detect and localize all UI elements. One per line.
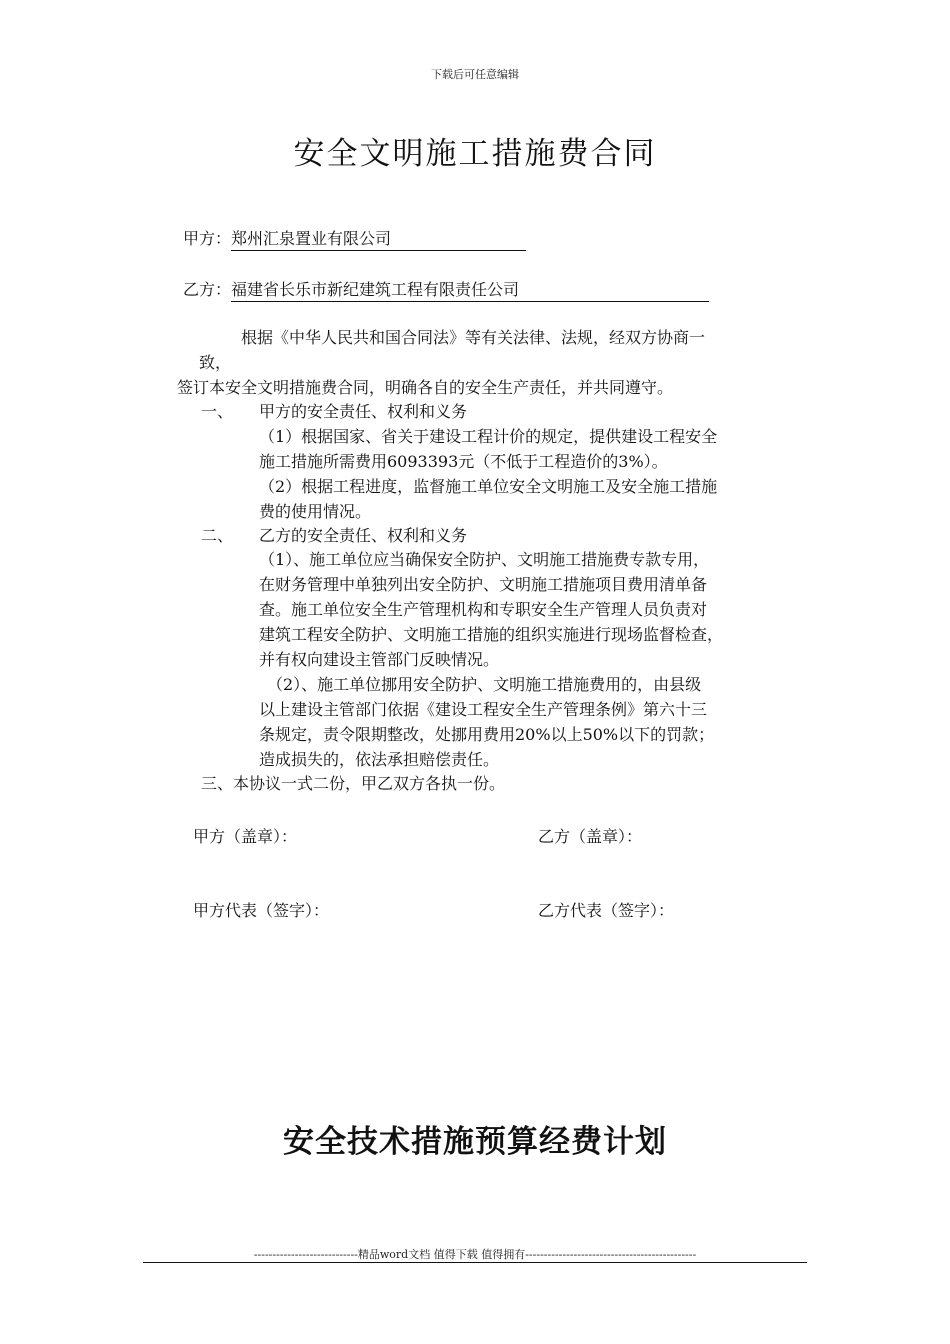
- party-a-name: 郑州汇泉置业有限公司: [231, 226, 526, 251]
- section2-item1-line: 并有权向建设主管部门反映情况。: [259, 650, 500, 669]
- party-a-label: 甲方：: [183, 229, 232, 248]
- party-b-seal-label: 乙方（盖章）：: [538, 827, 643, 846]
- section1-number: 一、: [201, 402, 234, 421]
- section2-item1-line: 在财务管理中单独列出安全防护、文明施工措施项目费用清单备: [259, 575, 708, 594]
- section1-item2-line: 费的使用情况。: [259, 502, 372, 521]
- header-note: 下载后可任意编辑: [431, 68, 519, 81]
- footer-divider: [143, 1262, 807, 1263]
- party-a-line: [183, 226, 526, 251]
- intro-line-2: 致，: [199, 353, 232, 372]
- party-b-rep-label: 乙方代表（签字）：: [538, 901, 675, 920]
- party-a-rep-label: 甲方代表（签字）：: [193, 901, 330, 920]
- section1-heading: 甲方的安全责任、权利和义务: [259, 402, 468, 421]
- party-b-line: [183, 277, 709, 302]
- section2-item1-line: 查。施工单位安全生产管理机构和专职安全生产管理人员负责对: [259, 600, 708, 619]
- section2-item1-line: 建筑工程安全防护、文明施工措施的组织实施进行现场监督检查，: [259, 625, 724, 644]
- section1-item2-line: （2）根据工程进度，监督施工单位安全文明施工及安全施工措施: [259, 477, 718, 496]
- budget-plan-title: 安全技术措施预算经费计划: [283, 1124, 667, 1160]
- section3-text: 三、本协议一式二份，甲乙双方各执一份。: [201, 774, 506, 793]
- party-b-name: 福建省长乐市新纪建筑工程有限责任公司: [231, 277, 709, 302]
- party-b-label: 乙方：: [183, 280, 232, 299]
- section1-item1-line: 施工措施所需费用6093393元（不低于工程造价的3%）。: [259, 452, 668, 471]
- section2-item2-line: 以上建设主管部门依据《建设工程安全生产管理条例》第六十三: [259, 700, 708, 719]
- contract-title: 安全文明施工措施费合同: [293, 136, 657, 172]
- section2-number: 二、: [201, 526, 234, 545]
- footer-note: ----------------------------精品word文档 值得下载 值得拥有----------------------------------------------: [253, 1248, 697, 1261]
- party-a-seal-label: 甲方（盖章）：: [193, 827, 298, 846]
- section2-item2-line: （2）、施工单位挪用安全防护、文明施工措施费用的，由县级: [267, 675, 702, 694]
- section2-item2-line: 条规定，责令限期整改，处挪用费用20%以上50%以下的罚款；: [259, 725, 715, 744]
- section2-item1-line: （1）、施工单位应当确保安全防护、文明施工措施费专款专用，: [259, 550, 710, 569]
- section2-heading: 乙方的安全责任、权利和义务: [259, 526, 468, 545]
- intro-line-1: 根据《中华人民共和国合同法》等有关法律、法规，经双方协商一: [241, 328, 706, 347]
- section1-item1-line: （1）根据国家、省关于建设工程计价的规定，提供建设工程安全: [259, 427, 718, 446]
- section2-item2-line: 造成损失的，依法承担赔偿责任。: [259, 750, 500, 769]
- intro-line-3: 签订本安全文明措施费合同，明确各自的安全生产责任，并共同遵守。: [177, 378, 674, 397]
